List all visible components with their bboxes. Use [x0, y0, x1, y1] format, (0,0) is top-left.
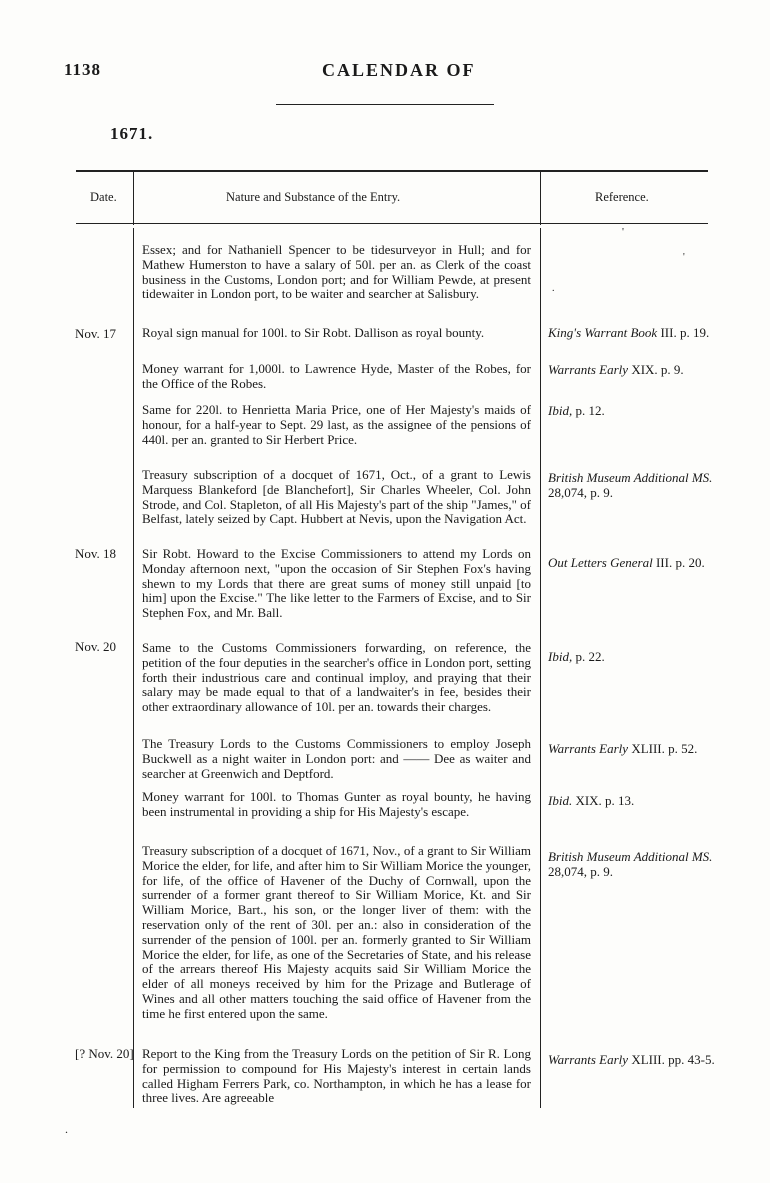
column-header-reference: Reference. [595, 190, 649, 204]
stray-mark: ' [683, 252, 685, 263]
column-divider [133, 170, 134, 225]
column-divider [133, 228, 134, 1108]
reference-source: Out Letters General [548, 555, 653, 570]
entry-text: The Treasury Lords to the Customs Commissioners to employ Joseph Buckwell as a night waiter in London port: and —— Dee as waiter and searcher at Greenwich and Deptford. [142, 736, 531, 781]
stray-mark: . [65, 1122, 68, 1136]
column-header-nature: Nature and Substance of the Entry. [226, 190, 401, 204]
entry-text: Sir Robt. Howard to the Excise Commissioners to attend my Lords on Monday afternoon next, "upon the occasion of Sir Stephen Fox's having shewn to my Lords that there are great sums of money still unpaid [to him] upon the Excise." The like letter to the Farmers of Excise, and to Sir Stephen Fox, and Mr. Ball. [142, 546, 531, 621]
column-divider [540, 170, 541, 225]
entry-reference [548, 650, 716, 665]
entry-text: Treasury subscription of a docquet of 1671, Nov., of a grant to Sir William Morice the elder, for life, and after him to Sir William Morice the younger, for life, of the office of Havener of the Duchy of Cornwall, upon the surrender of a former grant thereof to Sir William Morice, Kt. and Sir William Morice, Bart., his son, or the longer liver of them: with the reservation only of the rent of 30l. per an.: also in consideration of the surrender of the pension of 100l. per an. formerly granted to Sir William Morice the elder, for life, as one of the Secretaries of State, and his release of the arrears thereof His Majesty acquits said Sir William Morice the elder of all moneys received by him for the Prizage and Butlerage of Wines and all other matters touching the said office of Havener from the time he first entered upon the same. [142, 843, 531, 1021]
reference-page: III. p. 20. [655, 555, 705, 570]
entry-text: Money warrant for 1,000l. to Lawrence Hyde, Master of the Robes, for the Office of the Robes. [142, 361, 531, 391]
entry-text: Money warrant for 100l. to Thomas Gunter as royal bounty, he having been instrumental in providing a ship for His Majesty's escape. [142, 789, 531, 819]
table-header-rule [76, 223, 708, 224]
entry-reference [548, 794, 716, 809]
column-header-date: Date. [90, 190, 117, 204]
entry-text: Same for 220l. to Henrietta Maria Price, one of Her Majesty's maids of honour, for a half-year to Sept. 29 last, as the assignee of the pensions of 440l. per an. granted to Sir Herbert Price. [142, 402, 531, 447]
reference-page: XIX. p. 13. [575, 793, 635, 808]
entry-date: Nov. 18 [75, 546, 117, 561]
reference-page: p. 12. [575, 403, 605, 418]
entry-reference [548, 363, 716, 378]
entry-reference [548, 404, 716, 419]
reference-page: XIX. p. 9. [631, 362, 684, 377]
stray-mark: . [552, 283, 555, 294]
entry-date: Nov. 17 [75, 326, 117, 341]
stray-mark: ' [622, 226, 624, 238]
column-divider [540, 228, 541, 1108]
reference-source: Warrants Early [548, 741, 629, 756]
entry-date: [? Nov. 20] [75, 1046, 134, 1061]
reference-source: Warrants Early [548, 1052, 629, 1067]
entry-reference [548, 1053, 716, 1068]
reference-source: British Museum Additional MS. [548, 470, 713, 485]
reference-source: British Museum Additional MS. [548, 849, 713, 864]
entry-reference [548, 742, 716, 757]
entry-reference [548, 850, 716, 880]
reference-source: Ibid, [548, 403, 573, 418]
reference-source: Ibid. [548, 793, 573, 808]
reference-source: Ibid, [548, 649, 573, 664]
entry-reference [548, 556, 716, 571]
entry-text: Essex; and for Nathaniell Spencer to be tidesurveyor in Hull; and for Mathew Humerston to have a salary of 50l. per an. as Clerk of the coast business in the Customs, London port; and for William Pewde, at present tidewaiter in London port, to be waiter and searcher at Salisbury. [142, 242, 531, 302]
reference-source: King's Warrant Book [548, 325, 658, 340]
reference-source: Warrants Early [548, 362, 629, 377]
title-rule [276, 104, 494, 105]
reference-page: 28,074, p. 9. [548, 863, 613, 879]
reference-page: XLIII. p. 52. [631, 741, 698, 756]
page-number: 1138 [64, 60, 102, 79]
entry-text: Royal sign manual for 100l. to Sir Robt. Dallison as royal bounty. [142, 325, 485, 340]
reference-page: III. p. 19. [660, 325, 710, 340]
reference-page: XLIII. pp. 43-5. [631, 1052, 715, 1067]
entry-text: Treasury subscription of a docquet of 1671, Oct., of a grant to Lewis Marquess Blankeford [de Blanchefort], Sir Charles Wheeler, Col. John Strode, and Col. Stapleton, of all His Majesty's part of the ship "James," of Belfast, lately seized by Capt. Hubbert at Nevis, upon the Navigation Act. [142, 467, 531, 527]
entry-text: Same to the Customs Commissioners forwarding, on reference, the petition of the four deputies in the searcher's office in London port, setting forth their industrious care and continual imploy, and praying that their salary may be made equal to that of a landwaiter's in fee, besides their other extraordinary allowance of 10l. per an. towards their charges. [142, 640, 531, 715]
year-heading: 1671. [110, 124, 154, 143]
entry-reference [548, 326, 716, 341]
reference-page: p. 22. [575, 649, 605, 664]
entry-date: Nov. 20 [75, 639, 117, 654]
entry-reference [548, 471, 716, 501]
running-title: CALENDAR OF [322, 60, 476, 80]
entry-text: Report to the King from the Treasury Lords on the petition of Sir R. Long for permission to compound for His Majesty's interest in certain lands called Higham Ferrers Park, co. Northampton, in which he has a lease for three lives. Are agreeable [142, 1046, 531, 1106]
reference-page: 28,074, p. 9. [548, 484, 613, 500]
table-top-rule [76, 170, 708, 172]
